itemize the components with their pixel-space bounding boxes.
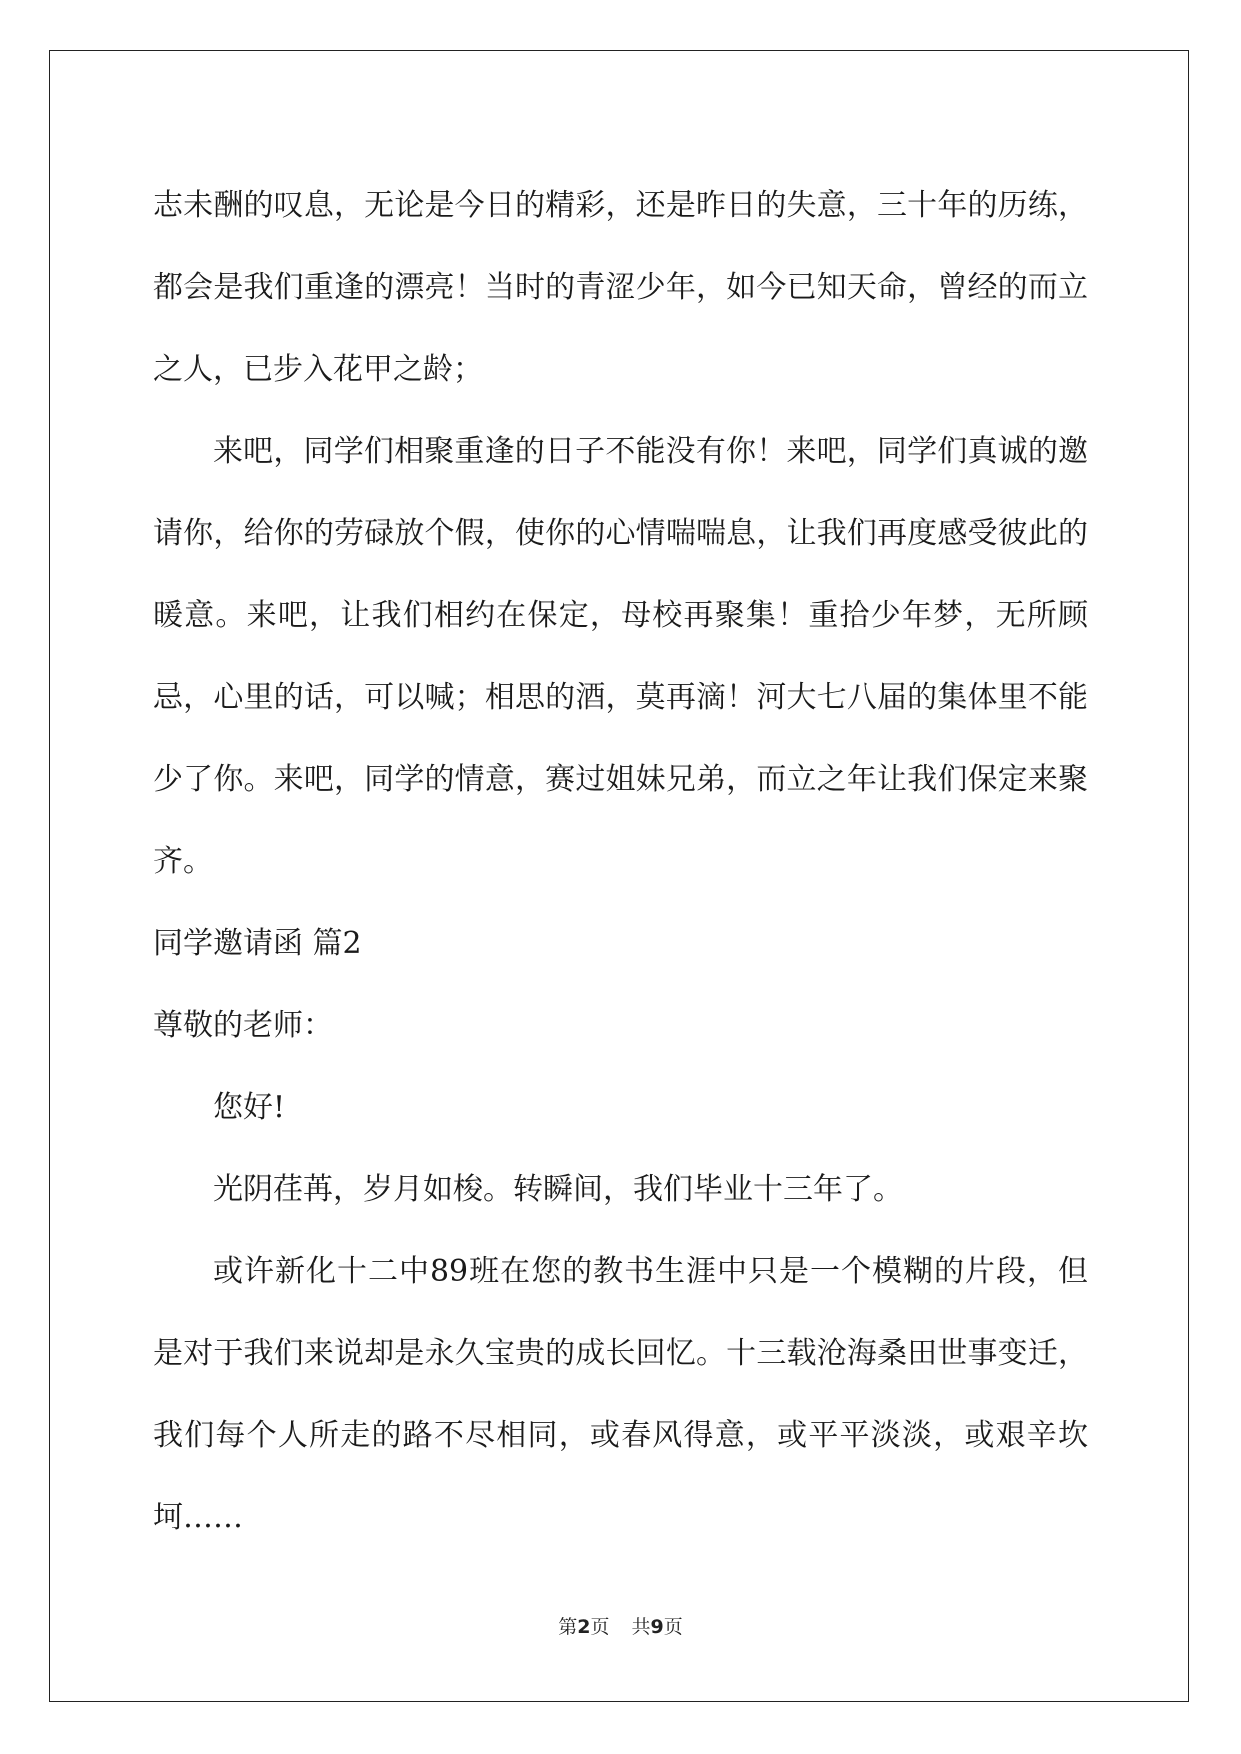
section-heading: 同学邀请函 篇2 <box>153 926 362 961</box>
footer-page-mid: 页 <box>590 1616 610 1638</box>
paragraph-time-flies: 光阴荏苒，岁月如梭。转瞬间，我们毕业十三年了。 <box>213 1172 903 1207</box>
salutation: 尊敬的老师： <box>153 1008 333 1043</box>
footer-total-suffix: 页 <box>663 1616 683 1638</box>
paragraph-come-on: 来吧，同学们相聚重逢的日子不能没有你！来吧，同学们真诚的邀请你，给你的劳碌放个假，使你的心情喘喘息，让我们再度感受彼此的暖意。来吧，让我们相约在保定，母校再聚集！重拾少年梦，无所顾忌，心里的话，可以喊；相思的酒，莫再滴！河大七八届的集体里不能少了你。来吧，同学的情意，赛过姐妹兄弟，而立之年让我们保定来聚齐。 <box>153 434 1088 879</box>
footer-page-prefix: 第 <box>558 1616 578 1638</box>
document-body <box>153 165 1088 1559</box>
footer-page-current: 2 <box>577 1616 591 1638</box>
footer-page-total: 9 <box>650 1616 664 1638</box>
greeting: 您好! <box>213 1090 286 1125</box>
page-footer <box>0 1612 1241 1639</box>
footer-total-prefix: 共 <box>631 1616 651 1638</box>
paragraph-memories: 或许新化十二中89班在您的教书生涯中只是一个模糊的片段，但是对于我们来说却是永久宝贵的成长回忆。十三载沧海桑田世事变迁，我们每个人所走的路不尽相同，或春风得意，或平平淡淡，或艰辛坎坷…… <box>153 1254 1088 1535</box>
paragraph-continuation: 志未酬的叹息，无论是今日的精彩，还是昨日的失意，三十年的历练，都会是我们重逢的漂亮！当时的青涩少年，如今已知天命，曾经的而立之人，已步入花甲之龄； <box>153 188 1088 387</box>
